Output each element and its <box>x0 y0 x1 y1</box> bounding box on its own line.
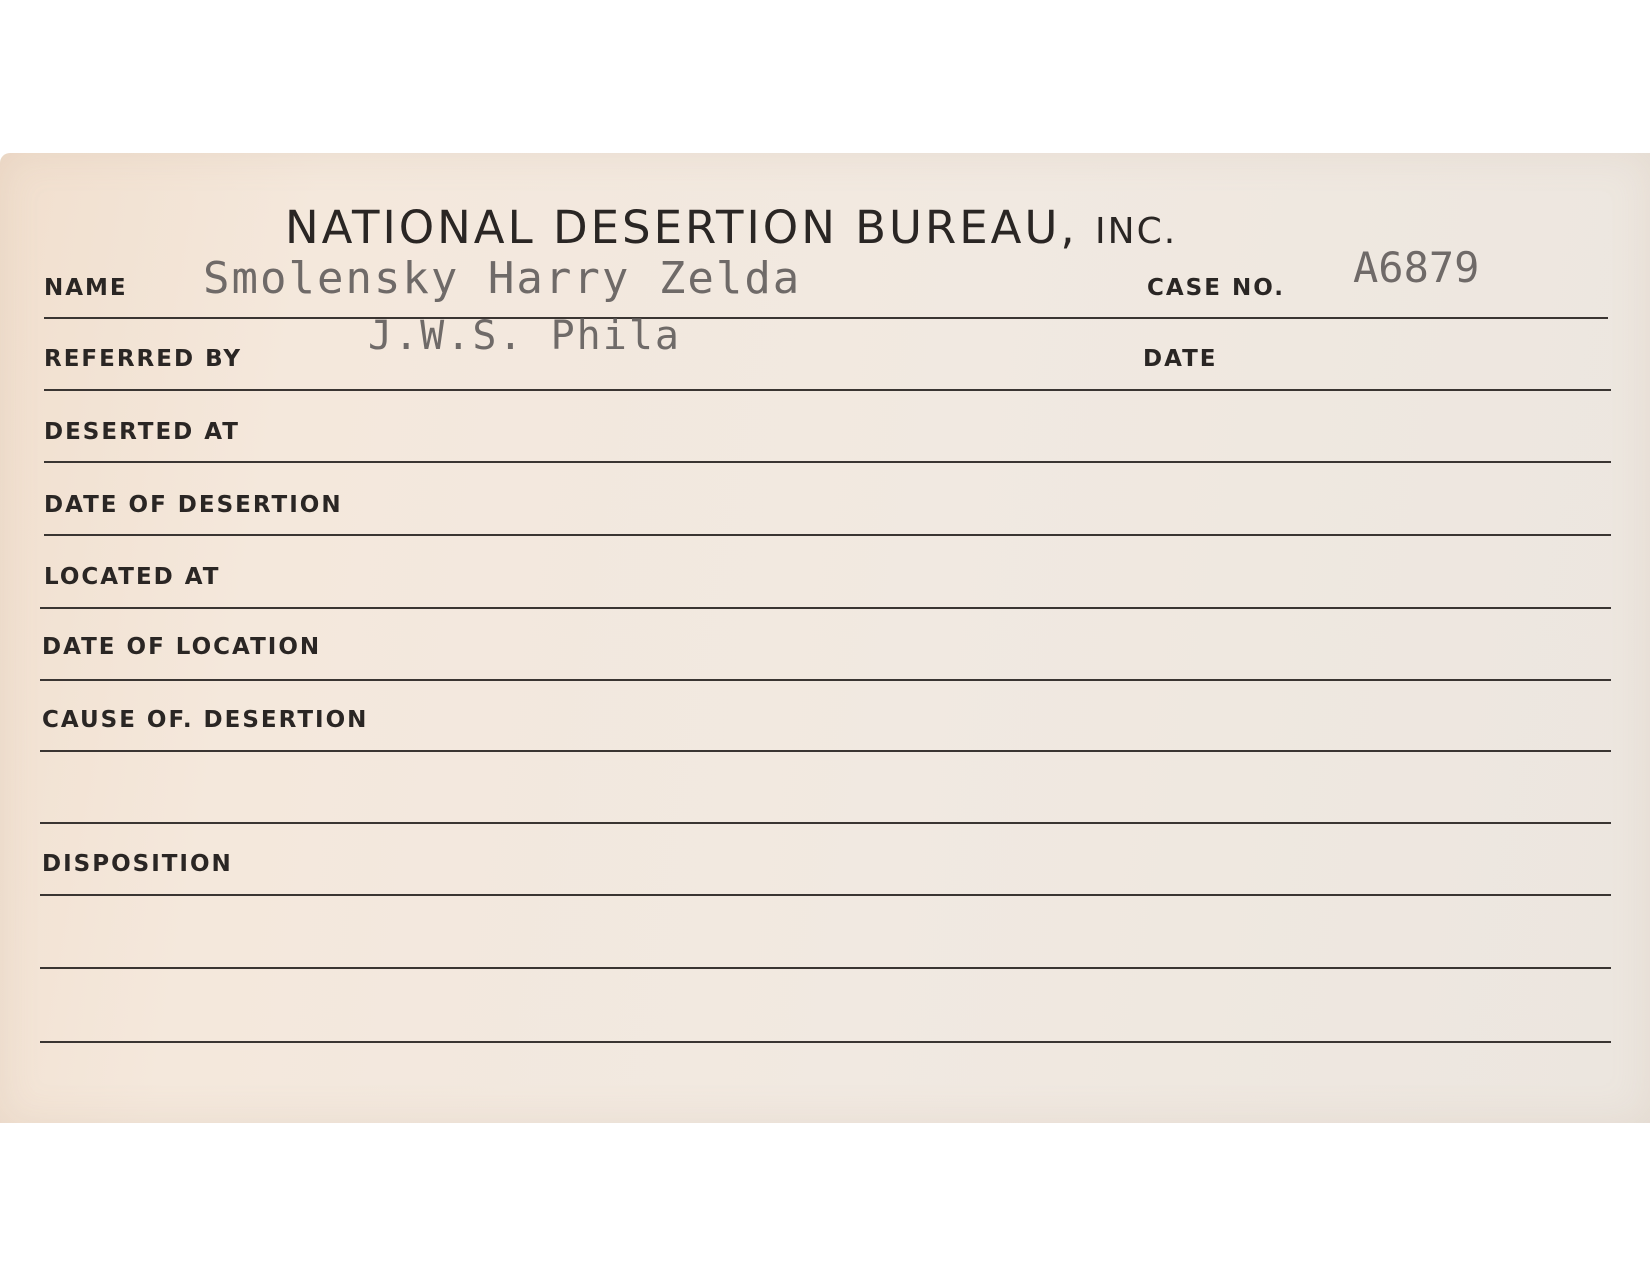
name-line <box>44 317 1608 319</box>
case-no-value: A6879 <box>1353 243 1480 292</box>
cause-of-desertion-line <box>40 750 1611 752</box>
case-no-label: CASE NO. <box>1147 275 1285 301</box>
index-card <box>0 153 1650 1123</box>
deserted-at-line <box>44 461 1611 463</box>
date-of-location-line <box>40 679 1611 681</box>
date-of-location-label: DATE OF LOCATION <box>42 634 322 660</box>
blank-line-2 <box>40 967 1611 969</box>
blank-line-1 <box>40 822 1611 824</box>
deserted-at-label: DESERTED AT <box>44 419 240 445</box>
located-at-label: LOCATED AT <box>44 564 221 590</box>
date-of-desertion-line <box>44 534 1611 536</box>
referred-by-line <box>44 389 1611 391</box>
date-of-desertion-label: DATE OF DESERTION <box>44 492 343 518</box>
disposition-line <box>40 894 1611 896</box>
referred-by-label: REFERRED BY <box>44 346 243 372</box>
date-label: DATE <box>1143 346 1218 372</box>
referred-by-value: J.W.S. Phila <box>368 313 681 359</box>
located-at-line <box>40 607 1611 609</box>
card-title-suffix: INC. <box>1095 211 1178 252</box>
name-value: Smolensky Harry Zelda <box>203 253 802 304</box>
card-title-main: NATIONAL DESERTION BUREAU, <box>285 201 1078 254</box>
blank-line-3 <box>40 1041 1611 1043</box>
name-label: NAME <box>44 275 128 301</box>
cause-of-desertion-label: CAUSE OF. DESERTION <box>42 707 369 733</box>
card-title <box>285 201 1385 254</box>
disposition-label: DISPOSITION <box>42 851 233 877</box>
